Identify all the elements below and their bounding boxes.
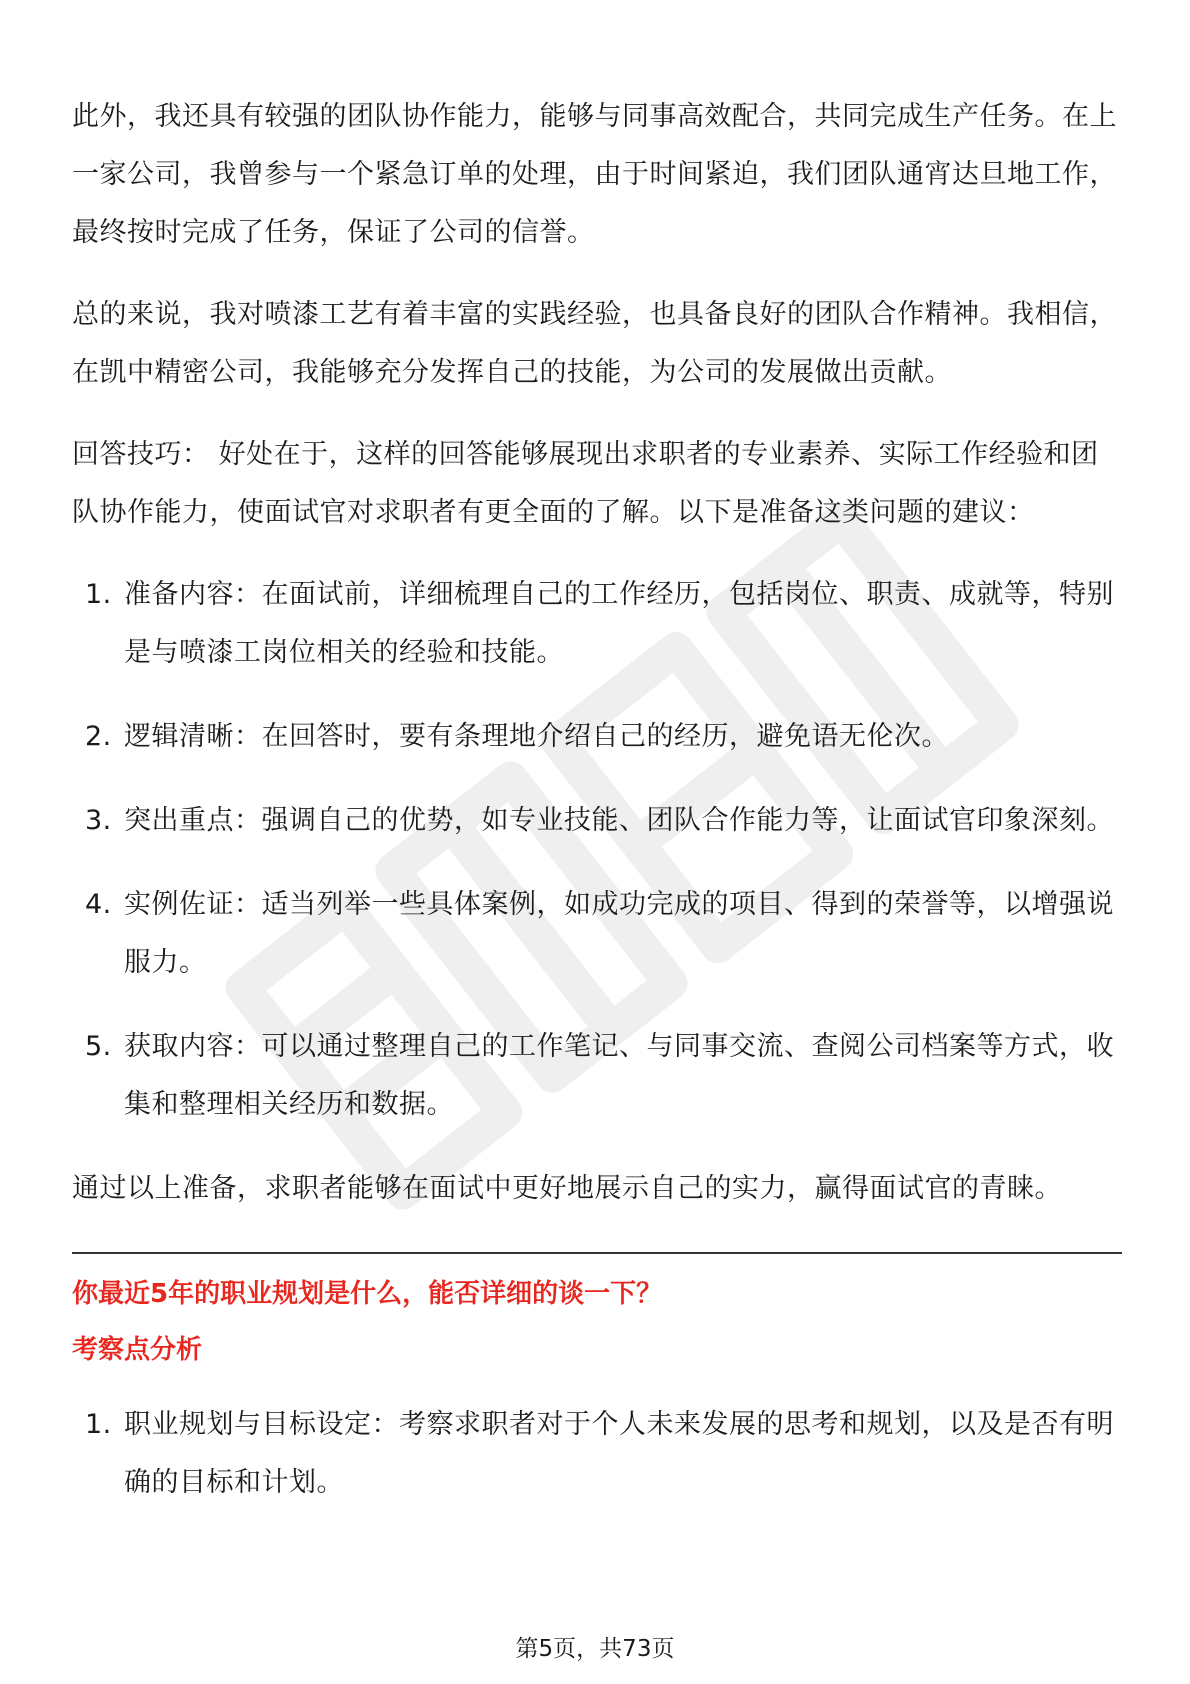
analysis-list xyxy=(72,1396,1122,1512)
page-footer: 第5页，共73页 xyxy=(515,1636,675,1662)
question-title: 你最近5年的职业规划是什么，能否详细的谈一下？ xyxy=(72,1279,663,1309)
list-number: 2. xyxy=(85,721,112,752)
paragraph-summary: 总的来说，我对喷漆工艺有着丰富的实践经验，也具备良好的团队合作精神。我相信，在凯中精密公司，我能够充分发挥自己的技能，为公司的发展做出贡献。 xyxy=(72,299,1117,388)
list-number: 5. xyxy=(85,1031,112,1062)
list-item-text: 职业规划与目标设定：考察求职者对于个人未来发展的思考和规划，以及是否有明确的目标和计划。 xyxy=(124,1409,1114,1498)
list-number: 1. xyxy=(85,579,112,610)
analysis-heading: 考察点分析 xyxy=(72,1335,203,1365)
list-item xyxy=(72,792,1122,850)
section-divider xyxy=(72,1252,1122,1254)
list-item-text: 突出重点：强调自己的优势，如专业技能、团队合作能力等，让面试官印象深刻。 xyxy=(124,805,1114,836)
list-item xyxy=(72,708,1122,766)
list-item xyxy=(72,876,1122,992)
list-item xyxy=(72,566,1122,682)
list-item-text: 获取内容：可以通过整理自己的工作笔记、与同事交流、查阅公司档案等方式，收集和整理相关经历和数据。 xyxy=(124,1031,1114,1120)
list-item-text: 实例佐证：适当列举一些具体案例，如成功完成的项目、得到的荣誉等，以增强说服力。 xyxy=(124,889,1114,978)
list-number: 1. xyxy=(85,1409,112,1440)
document-page xyxy=(72,88,1122,1538)
paragraph-closing: 通过以上准备，求职者能够在面试中更好地展示自己的实力，赢得面试官的青睐。 xyxy=(72,1173,1062,1204)
list-item-text: 准备内容：在面试前，详细梳理自己的工作经历，包括岗位、职责、成就等，特别是与喷漆工岗位相关的经验和技能。 xyxy=(124,579,1114,668)
list-item-text: 逻辑清晰：在回答时，要有条理地介绍自己的经历，避免语无伦次。 xyxy=(124,721,949,752)
paragraph-answer-tips: 回答技巧： 好处在于，这样的回答能够展现出求职者的专业素养、实际工作经验和团队协作能力，使面试官对求职者有更全面的了解。以下是准备这类问题的建议： xyxy=(72,439,1099,528)
list-item xyxy=(72,1396,1122,1512)
paragraph-teamwork: 此外，我还具有较强的团队协作能力，能够与同事高效配合，共同完成生产任务。在上一家公司，我曾参与一个紧急订单的处理，由于时间紧迫，我们团队通宵达旦地工作，最终按时完成了任务，保证了公司的信誉。 xyxy=(72,101,1117,248)
tips-list xyxy=(72,566,1122,1134)
list-item xyxy=(72,1018,1122,1134)
list-number: 4. xyxy=(85,889,112,920)
list-number: 3. xyxy=(85,805,112,836)
